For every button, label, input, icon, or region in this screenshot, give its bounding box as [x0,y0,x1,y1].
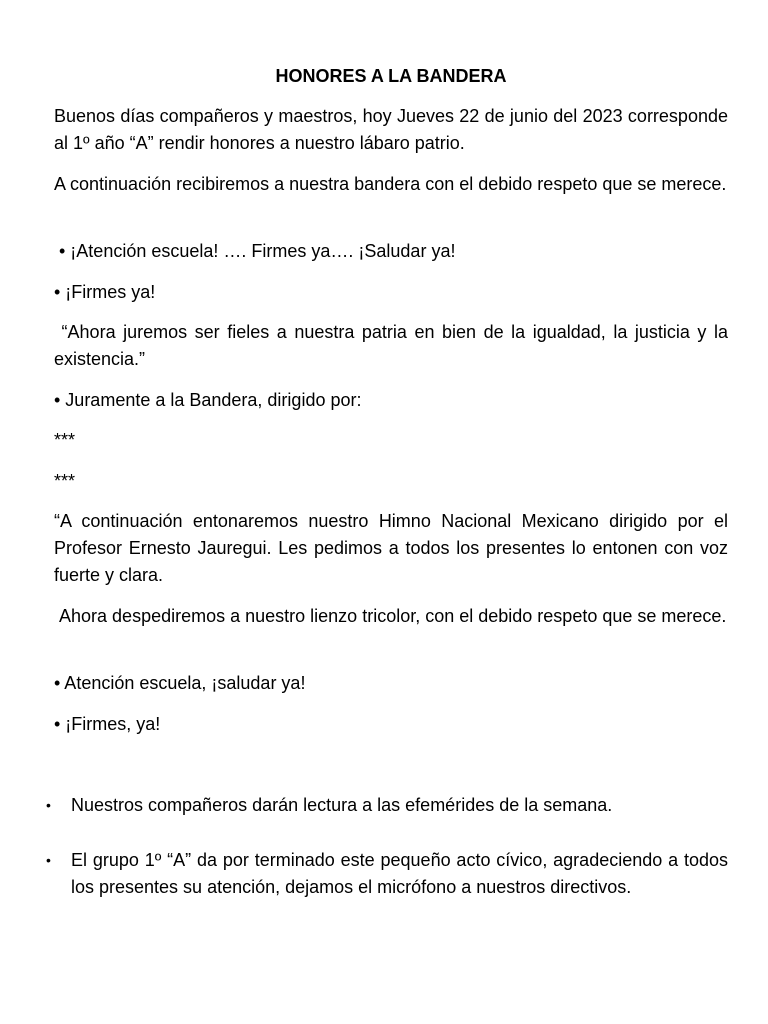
placeholder-line-2: *** [54,471,76,491]
document-title: HONORES A LA BANDERA [275,66,507,86]
command-attention-salute: • ¡Atención escuela! …. Firmes ya…. ¡Saludar ya! [54,241,456,261]
placeholder-line-1: *** [54,430,76,450]
bullet-icon: • [46,852,51,868]
bullet-icon: • [46,797,51,813]
command-firm: • ¡Firmes ya! [54,282,156,302]
greeting-paragraph: Buenos días compañeros y maestros, hoy Jueves 22 de junio del 2023 corresponde al 1º año “A” rendir honores a nuestro lábaro patrio. [54,106,728,153]
anthem-paragraph: “A continuación entonaremos nuestro Himno Nacional Mexicano dirigido por el Profesor Ernesto Jauregui. Les pedimos a todos los presentes lo entonen con voz fuerte y clara. [54,511,728,585]
oath-leader-line: • Juramente a la Bandera, dirigido por: [54,390,362,410]
farewell-paragraph: Ahora despediremos a nuestro lienzo tricolor, con el debido respeto que se merece. [54,606,727,626]
command-attention-farewell: • Atención escuela, ¡saludar ya! [54,673,306,693]
list-item-text: Nuestros compañeros darán lectura a las efemérides de la semana. [71,795,613,815]
command-firm-farewell: • ¡Firmes, ya! [54,714,161,734]
list-item-text: El grupo 1º “A” da por terminado este pequeño acto cívico, agradeciendo a todos los presentes su atención, dejamos el micrófono a nuestros directivos. [71,850,728,897]
oath-paragraph: “Ahora juremos ser fieles a nuestra patria en bien de la igualdad, la justicia y la existencia.” [54,322,733,369]
flag-reception-paragraph: A continuación recibiremos a nuestra bandera con el debido respeto que se merece. [54,174,727,194]
